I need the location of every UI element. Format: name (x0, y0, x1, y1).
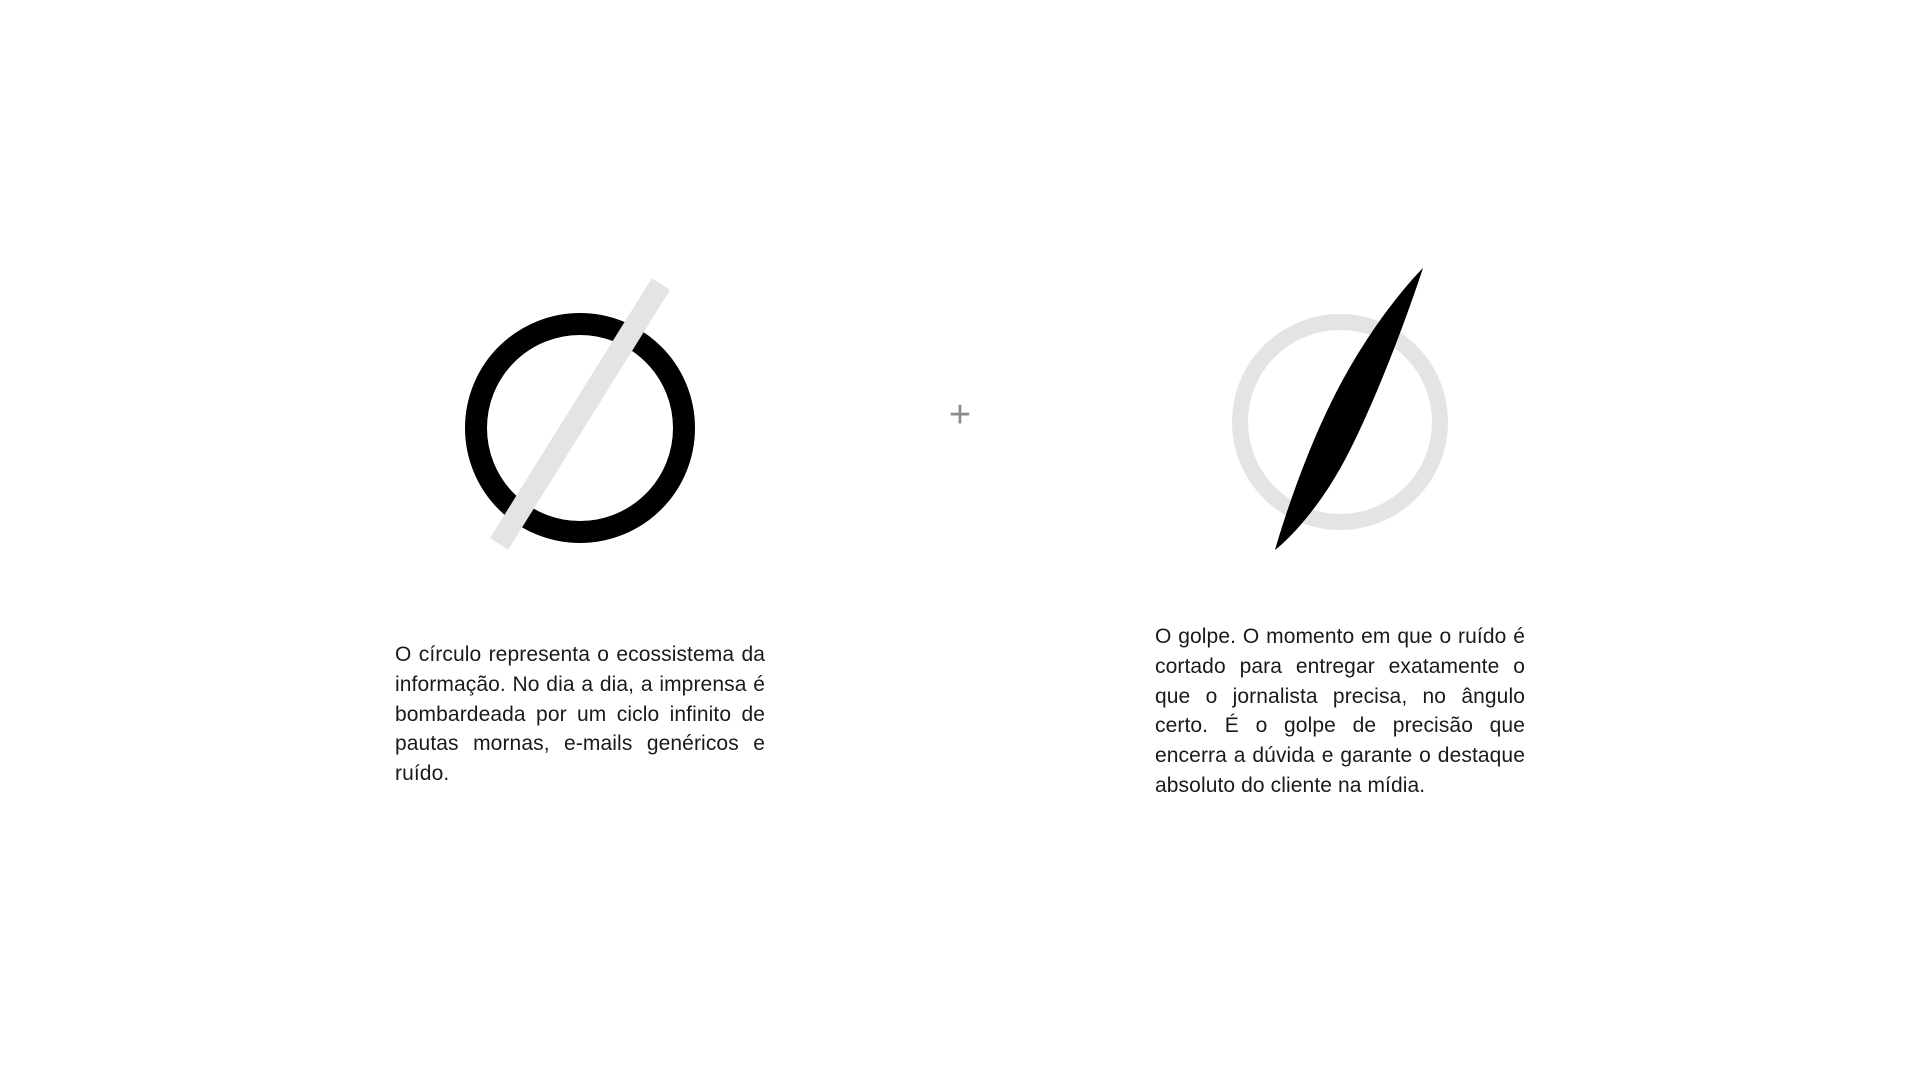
panel-caption-strike: O golpe. O momento em que o ruído é cortado para entregar exatamente o que o jornalista precisa, no ângulo certo. É o golpe de precisão que encerra a dúvida e garante o destaque absoluto do cliente na mídia. (1155, 625, 1525, 798)
concept-composition (0, 250, 1920, 822)
logo-mark-strike (1180, 250, 1500, 570)
plus-separator (890, 396, 1030, 434)
panel-caption-ecosystem: O círculo representa o ecossistema da informação. No dia a dia, a imprensa é bombardeada por um ciclo infinito de pautas mornas, e-mails genéricos e ruído. (395, 643, 765, 786)
concept-panel-strike (1030, 250, 1650, 822)
plus-icon: + (948, 394, 972, 436)
concept-panel-ecosystem (270, 250, 890, 810)
logo-mark-ecosystem (420, 250, 740, 570)
